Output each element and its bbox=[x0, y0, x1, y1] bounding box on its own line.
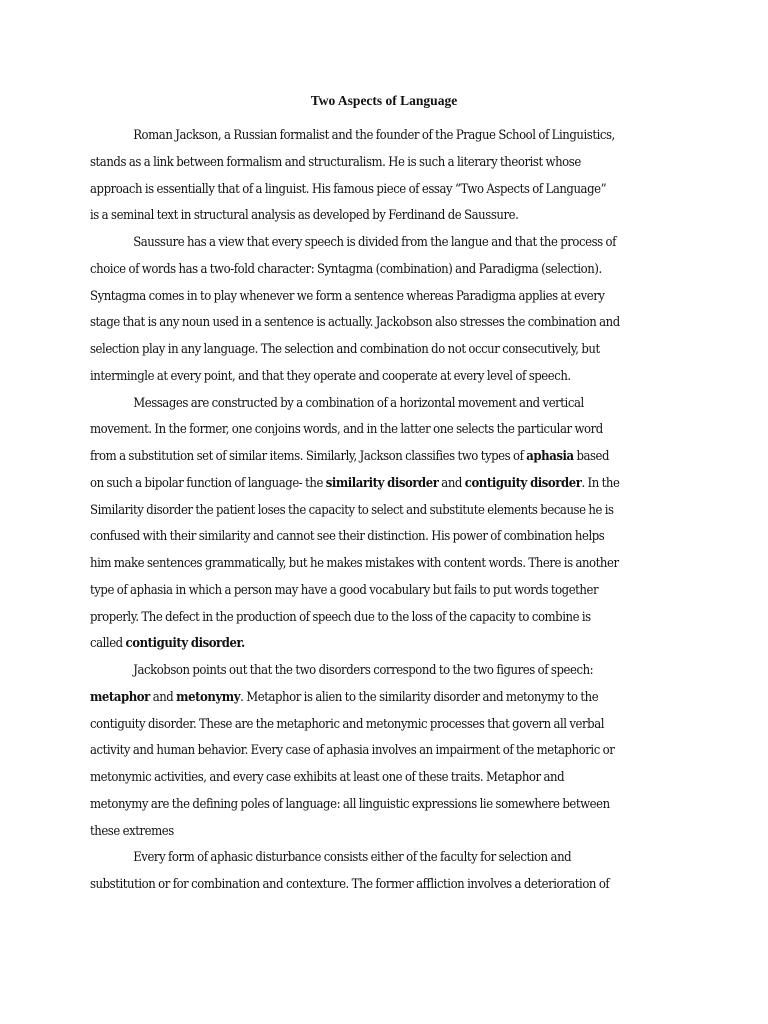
text-line: Roman Jackson, a Russian formalist and the founder of the Prague School of Linguistics, bbox=[133, 128, 615, 143]
text-line: selection play in any language. The selection and combination do not occur consecutively, but bbox=[90, 342, 600, 357]
text-line: approach is essentially that of a linguist. His famous piece of essay “Two Aspects of Language” bbox=[90, 181, 607, 197]
text-line: type of aphasia in which a person may have a good vocabulary but fails to put words together bbox=[90, 582, 599, 598]
bold-term-metaphor: metaphor bbox=[90, 689, 150, 705]
text-line: activity and human behavior. Every case of aphasia involves an impairment of the metaphoric or bbox=[90, 743, 615, 759]
text-line bbox=[90, 685, 612, 712]
paragraph-2 bbox=[90, 230, 620, 391]
bold-term-aphasia: aphasia bbox=[526, 449, 574, 464]
text-segment: based bbox=[573, 449, 610, 464]
paragraph-1 bbox=[90, 123, 615, 230]
text-line: choice of words has a two-fold character: Syntagma (combination) and Paradigma (selection). bbox=[90, 261, 602, 277]
text-line: Similarity disorder the patient loses the capacity to select and substitute elements because he is bbox=[90, 502, 614, 518]
text-segment: and bbox=[149, 689, 177, 705]
text-segment: from a substitution set of similar items. Similarly, Jackson classifies two types of bbox=[90, 449, 527, 464]
text-line: stage that is any noun used in a sentence is actually. Jackobson also stresses the combination and bbox=[90, 315, 620, 331]
text-line bbox=[90, 444, 612, 471]
text-line: Messages are constructed by a combination of a horizontal movement and vertical bbox=[133, 395, 584, 411]
document-title: Two Aspects of Language bbox=[310, 93, 458, 108]
text-line: these extremes bbox=[90, 823, 174, 839]
paragraph-5 bbox=[90, 845, 612, 899]
text-line: is a seminal text in structural analysis as developed by Ferdinand de Saussure. bbox=[90, 208, 519, 224]
text-line: Saussure has a view that every speech is divided from the langue and that the process of bbox=[133, 235, 617, 250]
text-line: contiguity disorder. These are the metaphoric and metonymic processes that govern all verbal bbox=[90, 716, 605, 732]
text-line: Syntagma comes in to play whenever we form a sentence whereas Paradigma applies at every bbox=[90, 288, 605, 304]
text-segment: called bbox=[90, 636, 126, 652]
text-line: him make sentences grammatically, but he makes mistakes with content words. There is another bbox=[90, 556, 619, 571]
text-segment: . In the bbox=[581, 475, 620, 491]
text-line: intermingle at every point, and that they operate and cooperate at every level of speech. bbox=[90, 368, 571, 384]
bold-term-metonymy: metonymy bbox=[176, 689, 241, 705]
text-line: confused with their similarity and cannot see their distinction. His power of combination helps bbox=[90, 529, 605, 545]
paragraph-4 bbox=[90, 658, 615, 845]
bold-term-contiguity-disorder: contiguity disorder bbox=[464, 475, 582, 491]
document-body bbox=[90, 123, 620, 899]
text-line: substitution or for combination and contexture. The former affliction involves a deterioration of bbox=[90, 877, 610, 892]
text-line bbox=[90, 631, 612, 658]
paragraph-3 bbox=[90, 391, 620, 659]
text-line: Every form of aphasic disturbance consists either of the faculty for selection and bbox=[133, 850, 572, 866]
text-segment: on such a bipolar function of language- the bbox=[90, 475, 326, 491]
bold-term-contiguity-disorder-end: contiguity disorder. bbox=[125, 636, 245, 652]
text-segment: . Metaphor is alien to the similarity disorder and metonymy to the bbox=[240, 689, 599, 705]
text-line: properly. The defect in the production of speech due to the loss of the capacity to combine is bbox=[90, 609, 591, 625]
text-segment: and bbox=[438, 475, 465, 491]
text-line: Jackobson points out that the two disorders correspond to the two figures of speech: bbox=[133, 663, 594, 678]
text-line bbox=[90, 471, 620, 498]
text-line: movement. In the former, one conjoins words, and in the latter one selects the particular word bbox=[90, 422, 603, 438]
text-line: metonymy are the defining poles of language: all linguistic expressions lie somewhere between bbox=[90, 796, 610, 812]
text-line: metonymic activities, and every case exhibits at least one of these traits. Metaphor and bbox=[90, 770, 565, 785]
text-line: stands as a link between formalism and structuralism. He is such a literary theorist whose bbox=[90, 154, 581, 170]
bold-term-similarity-disorder: similarity disorder bbox=[325, 475, 439, 491]
